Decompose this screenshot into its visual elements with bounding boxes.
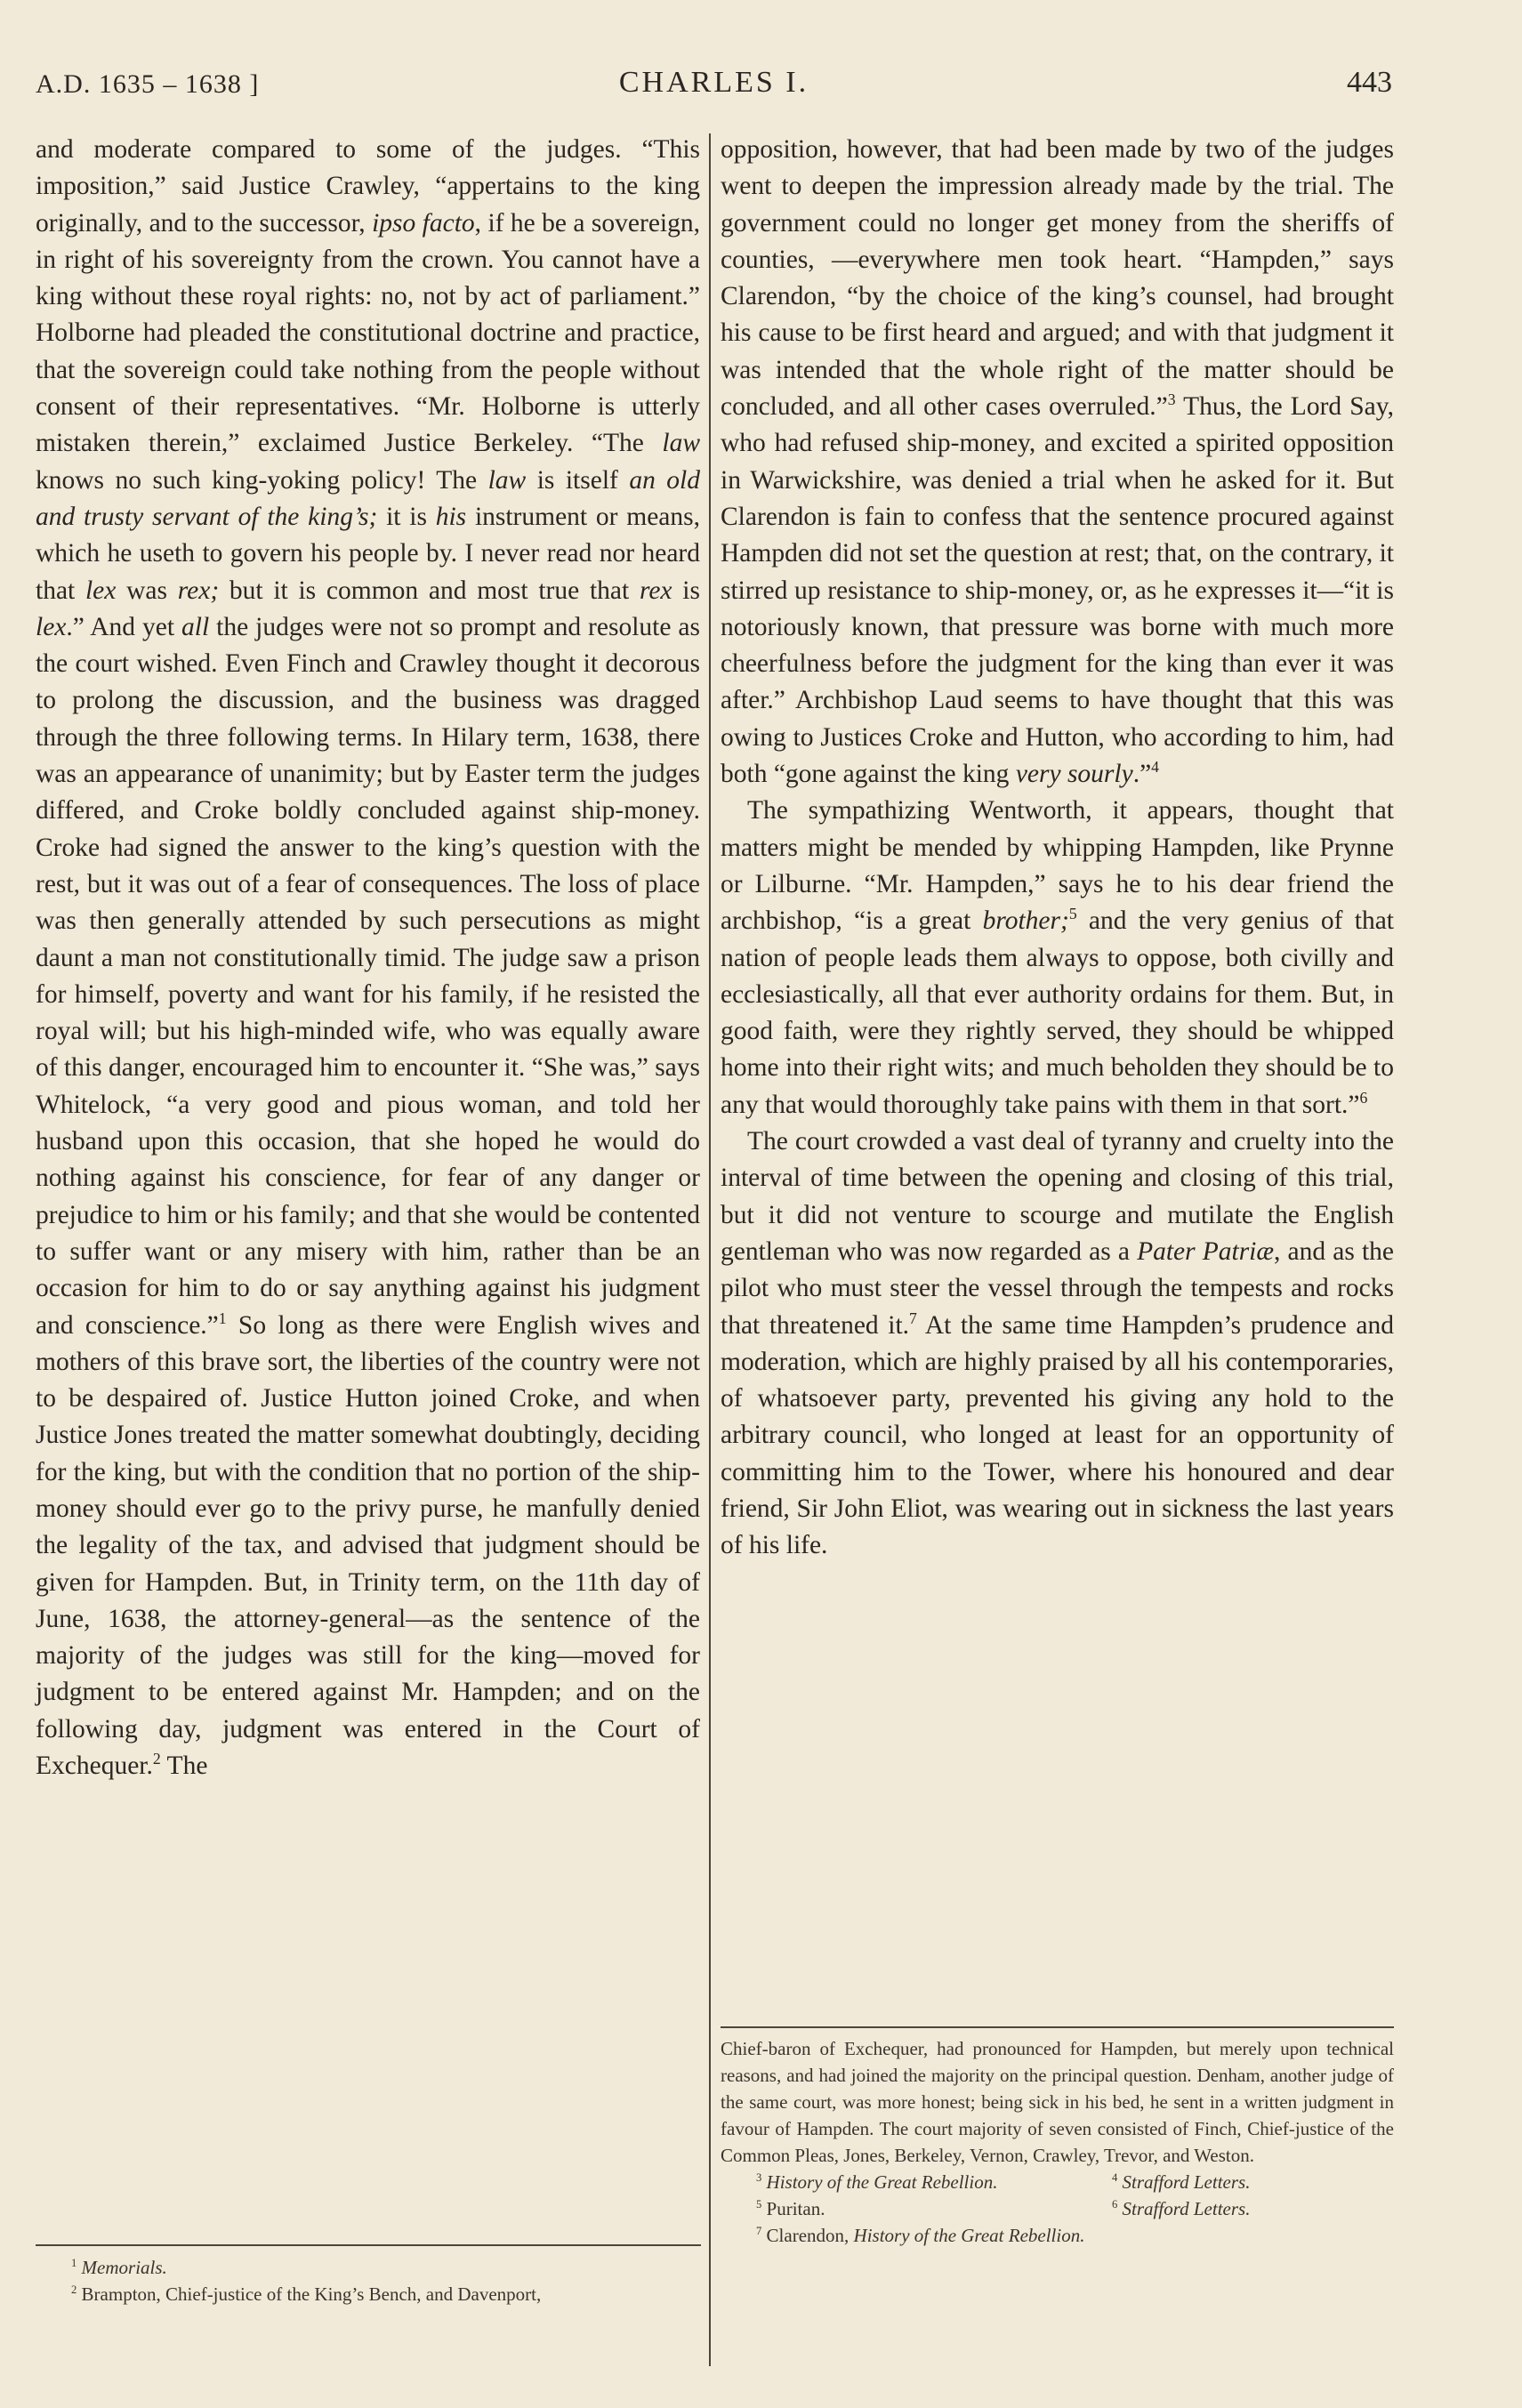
footnotes-left: [36, 2254, 701, 2307]
footnote-rule: [36, 2244, 701, 2246]
footnote-ref: 1: [218, 1309, 227, 1327]
footnote-continuation: Chief-baron of Exchequer, had pronounced for Hampden, but merely upon technical reasons, and had joined the majority on the principal question. Denham, another judge of the same court, was more honest; being sick in his bed, he sent in a written judgment in favour of Hampden. The court majority of seven consisted of Finch, Chief-justice of the Common Pleas, Jones, Berkeley, Vernon, Crawley, Trevor, and Weston.: [721, 2038, 1394, 2166]
footnote-row: $^3$ History of the Great Rebellion. $^4$ Strafford Letters.: [756, 2171, 1251, 2193]
page-number: 443: [1347, 66, 1392, 99]
footnote: $^1$ Memorials.: [71, 2257, 167, 2278]
footnote-rule: [721, 2026, 1394, 2028]
paragraph: and moderate compared to some of the judges. “This imposition,” said Justice Crawley, “appertains to the king originally, and to the successor, ipso facto, if he be a sovereign, in right of his sovereignty from the crown. You cannot have a king without these royal rights: no, not by act of parliament.” Holborne had pleaded the constitutional doctrine and practice, that the sovereign could take nothing from the people without consent of their representatives. “Mr. Holborne is utterly mistaken therein,” exclaimed Justice Berkeley. “The law knows no such king-yoking policy! The law is itself an old and trusty servant of the king’s; it is his instrument or means, which he useth to govern his people by. I never read nor heard that lex was rex; but it is common and most true that rex is lex.” And yet all the judges were not so prompt and resolute as the court wished. Even Finch and Crawley thought it decorous to prolong the discussion, and the business was dragged through the three following terms. In Hilary term, 1638, there was an appearance of unanimity; but by Easter term the judges differed, and Croke boldly concluded against ship-money. Croke had signed the answer to the king’s question with the rest, but it was out of a fear of consequences. The loss of place was then generally attended by such persecutions as might daunt a man not constitutionally timid. The judge saw a prison for himself, poverty and want for his family, if he resisted the royal will; but his high-minded wife, who was equally aware of this danger, encouraged him to encounter it. “She was,” says Whitelock, “a very good and pious woman, and told her husband upon this occasion, that she hoped he would do nothing against his conscience, for fear of any danger or prejudice to him or his family; and that she would be contented to suffer want or any misery with him, rather than be an occasion for him to do or say anything against his judgment and conscience.”$^1$ So long as there were English wives and mothers of this brave sort, the liberties of the country were not to be despaired of. Justice Hutton joined Croke, and when Justice Jones treated the matter somewhat doubtingly, deciding for the king, but with the condition that no portion of the ship-money should ever go to the privy purse, he manfully denied the legality of the tax, and advised that judgment should be given for Hampden. But, in Trinity term, on the 11th day of June, 1638, the attorney-general—as the sentence of the majority of the judges was still for the king—moved for judgment to be entered against Mr. Hampden; and on the following day, judgment was entered in the Court of Exchequer.$^2$ The: [36, 135, 701, 1781]
running-head: [36, 62, 1392, 116]
footnote-row: $^5$ Puritan. $^6$ Strafford Letters.: [756, 2198, 1251, 2219]
running-head-title: CHARLES I.: [618, 66, 809, 99]
footnotes-right: [721, 2035, 1394, 2249]
left-column: [36, 132, 700, 1784]
footnote-ref: 3: [1167, 391, 1176, 409]
paragraph: The court crowded a vast deal of tyranny and cruelty into the interval of time between the opening and closing of this trial, but it did not venture to scourge and mutilate the English gentleman who was now regarded as a Pater Patriæ, and as the pilot who must steer the vessel through the tempests and rocks that threatened it.$^7$ At the same time Hampden’s prudence and moderation, which are highly praised by all his contemporaries, of whatsoever party, prevented his giving any hold to the arbitrary council, who longed at least for an opportunity of committing him to the Tower, where his honoured and dear friend, Sir John Eliot, was wearing out in sickness the last years of his life.: [721, 1127, 1395, 1560]
right-column: [721, 132, 1394, 1565]
footnote: $^2$ Brampton, Chief-justice of the King’s Bench, and Davenport,: [71, 2283, 542, 2305]
footnote: $^7$ Clarendon, History of the Great Rebellion.: [756, 2225, 1085, 2246]
column-divider: [709, 133, 711, 2366]
footnote-ref: 6: [1359, 1088, 1368, 1107]
paragraph: opposition, however, that had been made by two of the judges went to deepen the impression already made by the trial. The government could no longer get money from the sheriffs of counties, —everywhere men took heart. “Hampden,” says Clarendon, “by the choice of the king’s counsel, had brought his cause to be first heard and argued; and with that judgment it was intended that the whole right of the matter should be concluded, and all other cases overruled.”$^3$ Thus, the Lord Say, who had refused ship-money, and excited a spirited opposition in Warwickshire, was denied a trial when he asked for it. But Clarendon is fain to confess that the sentence procured against Hampden did not set the question at rest; that, on the contrary, it stirred up resistance to ship-money, or, as he expresses it—“it is notoriously known, that pressure was borne with much more cheerfulness before the judgment for the king than ever it was after.” Archbishop Laud seems to have thought that this was owing to Justices Croke and Hutton, who according to him, had both “gone against the king very sourly.”$^4$: [721, 135, 1394, 789]
paragraph: The sympathizing Wentworth, it appears, thought that matters might be mended by whipping Hampden, like Prynne or Lilburne. “Mr. Hampden,” says he to his dear friend the archbishop, “is a great brother;$^5$ and the very genius of that nation of people leads them always to oppose, both civilly and ecclesiastically, all that ever authority ordains for them. But, in good faith, were they rightly served, they should be whipped home into their right wits; and much beholden they should be to any that would thoroughly take pains with them in that sort.”$^6$: [721, 796, 1394, 1119]
footnote-ref: 5: [1068, 905, 1077, 923]
footnote-ref: 7: [909, 1309, 917, 1327]
running-head-dates: A.D. 1635 – 1638 ]: [36, 69, 260, 99]
footnote-ref: 2: [152, 1750, 161, 1768]
footnote-ref: 4: [1151, 758, 1160, 777]
